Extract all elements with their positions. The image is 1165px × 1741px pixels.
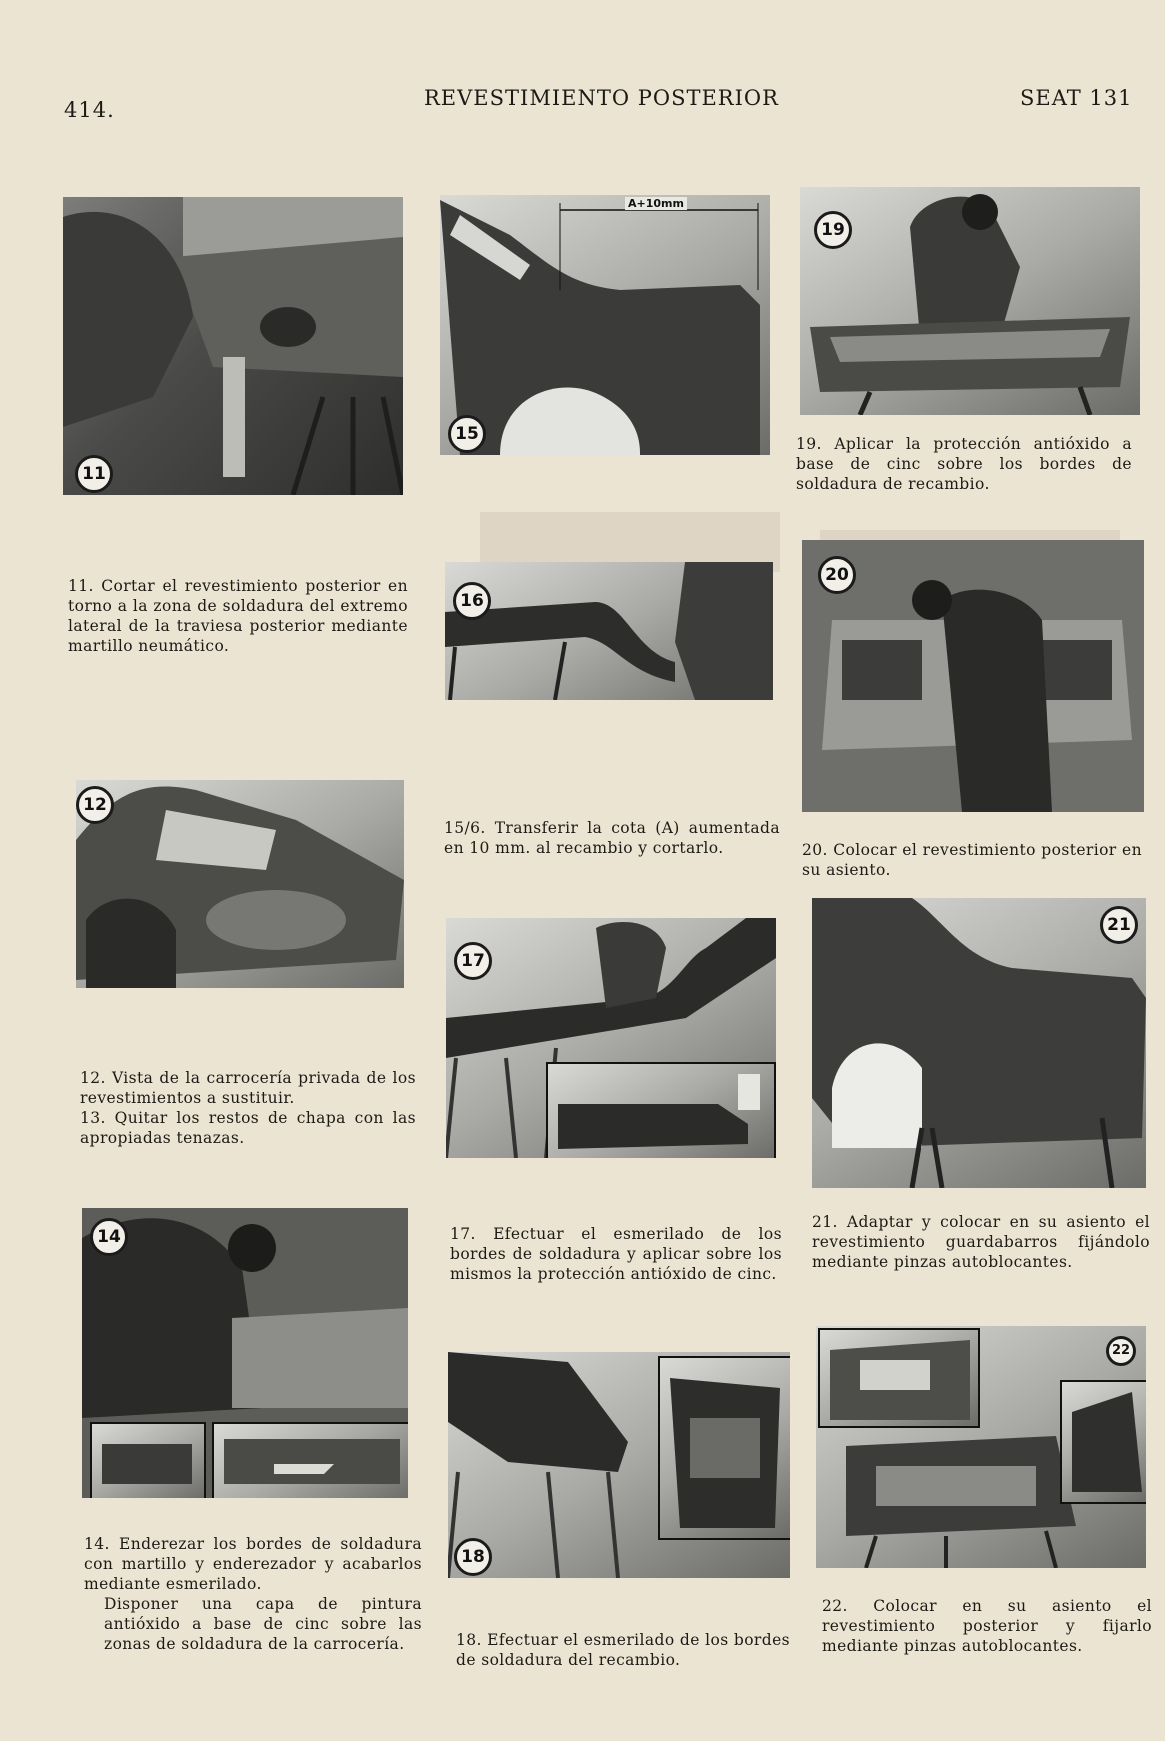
figure-14-inset-left-illustration: [92, 1424, 204, 1498]
figure-22-photo: [816, 1326, 1146, 1568]
figure-22-number-badge: 22: [1106, 1336, 1136, 1366]
figure-18-caption: 18. Efectuar el esmerilado de los bordes de soldadura del recambio.: [456, 1631, 790, 1669]
figure-14-caption-line-2: Disponer una capa de pintura antióxido a base de cinc sobre las zonas de soldadura de la carrocería.: [104, 1595, 422, 1653]
figure-13-caption-line: 13. Quitar los restos de chapa con las apropiadas tenazas.: [80, 1109, 416, 1147]
figure-17-photo: [446, 918, 776, 1158]
figure-15-photo: [440, 195, 770, 455]
figure-12-photo: [76, 780, 404, 988]
page-number: 414.: [64, 98, 115, 122]
figure-12-illustration: [76, 780, 404, 988]
figure-12-caption-line: 12. Vista de la carrocería privada de los revestimientos a sustituir.: [80, 1069, 416, 1107]
figure-17-number-badge: 17: [454, 942, 492, 980]
figure-14-caption-line: 14. Enderezar los bordes de soldadura con martillo y enderezador y acabarlos mediante esmerilado.: [84, 1535, 422, 1593]
figure-14-inset-photo-left: [90, 1422, 206, 1498]
figure-21-illustration: [812, 898, 1146, 1188]
figure-16-illustration: [445, 562, 773, 700]
figure-12-number-badge: 12: [76, 786, 114, 824]
figure-18-inset-photo: [658, 1356, 790, 1540]
figure-20-photo: [802, 540, 1144, 812]
figure-19-caption: 19. Aplicar la protección antióxido a base de cinc sobre los bordes de soldadura de recambio.: [796, 435, 1132, 493]
figure-22-inset-photo-left: [818, 1328, 980, 1428]
figure-22-caption: 22. Colocar en su asiento el revestimiento posterior y fijarlo mediante pinzas autoblocantes.: [822, 1597, 1152, 1655]
figure-16-number-badge: 16: [453, 582, 491, 620]
figure-15-16-caption: 15/6. Transferir la cota (A) aumentada en 10 mm. al recambio y cortarlo.: [444, 819, 780, 857]
figure-11-number-badge: 11: [75, 455, 113, 493]
figure-11-caption: 11. Cortar el revestimiento posterior en torno a la zona de soldadura del extremo lateral de la traviesa posterior mediante martillo neumático.: [68, 577, 408, 655]
figure-19-photo: [800, 187, 1140, 415]
figure-18-photo: [448, 1352, 790, 1578]
page-title: REVESTIMIENTO POSTERIOR: [424, 86, 779, 110]
figure-21-number-badge: 21: [1100, 906, 1138, 944]
figure-17-caption: 17. Efectuar el esmerilado de los bordes de soldadura y aplicar sobre los mismos la protección antióxido de cinc.: [450, 1225, 782, 1283]
figure-16-photo: [445, 562, 773, 700]
figure-18-number-badge: 18: [454, 1538, 492, 1576]
figure-18-inset-illustration: [660, 1358, 790, 1538]
figure-17-inset-illustration: [548, 1064, 774, 1158]
figure-17-inset-photo: [546, 1062, 776, 1158]
model-name: SEAT 131: [1020, 86, 1133, 110]
figure-20-caption: 20. Colocar el revestimiento posterior en su asiento.: [802, 841, 1142, 879]
figure-21-caption: 21. Adaptar y colocar en su asiento el revestimiento guardabarros fijándolo mediante pinzas autoblocantes.: [812, 1213, 1150, 1271]
figure-14-inset-right-illustration: [214, 1424, 408, 1498]
figure-12-caption: [80, 1068, 416, 1148]
figure-19-illustration: [800, 187, 1140, 415]
figure-22-inset-photo-right: [1060, 1380, 1146, 1504]
figure-11-illustration: [63, 197, 403, 495]
figure-14-caption: [84, 1534, 422, 1654]
figure-22-inset-right-illustration: [1062, 1382, 1146, 1502]
dimension-label: A+10mm: [625, 197, 687, 210]
figure-15-number-badge: 15: [448, 415, 486, 453]
figure-14-number-badge: 14: [90, 1218, 128, 1256]
figure-20-number-badge: 20: [818, 556, 856, 594]
figure-21-photo: [812, 898, 1146, 1188]
figure-15-illustration: [440, 195, 770, 455]
figure-11-photo: [63, 197, 403, 495]
figure-22-inset-left-illustration: [820, 1330, 978, 1426]
figure-19-number-badge: 19: [814, 211, 852, 249]
figure-14-inset-photo-right: [212, 1422, 408, 1498]
figure-14-photo: [82, 1208, 408, 1498]
